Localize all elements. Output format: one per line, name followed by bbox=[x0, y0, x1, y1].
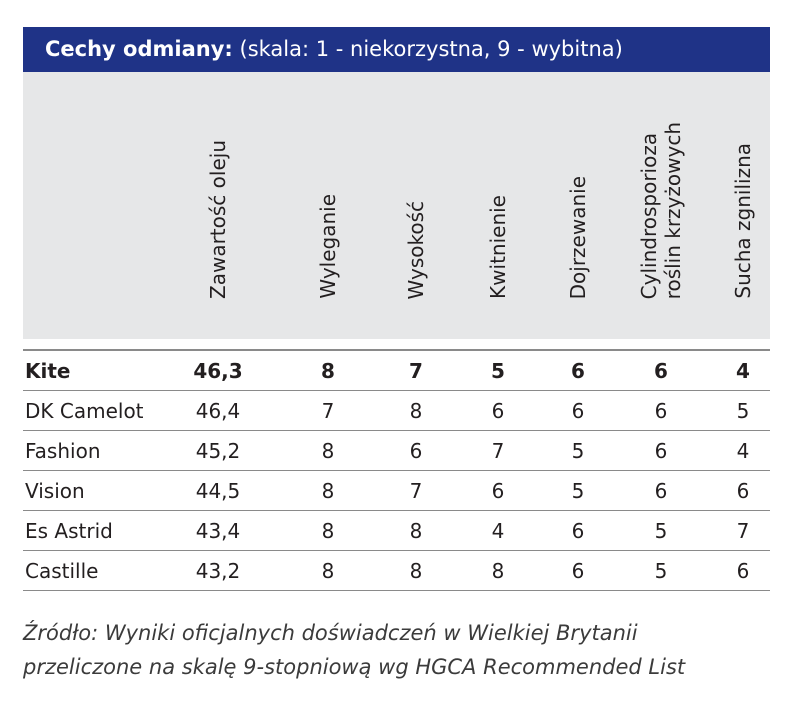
variety-name: DK Camelot bbox=[25, 399, 144, 423]
source-line-1: Źródło: Wyniki oficjalnych doświadczeń w Wielkiej Brytanii bbox=[23, 621, 638, 645]
table-cell: 8 bbox=[321, 479, 335, 503]
table-cell: 8 bbox=[409, 399, 423, 423]
table-cell: 4 bbox=[736, 439, 750, 463]
table-cell: 7 bbox=[736, 519, 750, 543]
table-cell: 6 bbox=[736, 559, 750, 583]
table-cell: 6 bbox=[654, 359, 668, 383]
variety-name: Castille bbox=[25, 559, 99, 583]
table-cell: 5 bbox=[654, 559, 668, 583]
table-cell: 6 bbox=[654, 399, 668, 423]
table-cell: 8 bbox=[321, 559, 335, 583]
table-cell: 6 bbox=[736, 479, 750, 503]
table-cell: 6 bbox=[491, 399, 505, 423]
table-cell: 8 bbox=[491, 559, 505, 583]
table-cell: 43,2 bbox=[195, 559, 241, 583]
column-header-line: Zawartość oleju bbox=[206, 140, 230, 299]
table-title-bold: Cechy odmiany: bbox=[45, 37, 233, 61]
table-cell: 6 bbox=[571, 519, 585, 543]
table-title-scale: (skala: 1 - niekorzystna, 9 - wybitna) bbox=[239, 37, 623, 61]
table-row bbox=[23, 551, 770, 591]
table-row bbox=[23, 351, 770, 391]
column-header bbox=[731, 143, 755, 299]
table-cell: 6 bbox=[571, 359, 585, 383]
table-cell: 5 bbox=[571, 439, 585, 463]
column-header bbox=[404, 201, 428, 299]
variety-name: Es Astrid bbox=[25, 519, 113, 543]
table-title-bar bbox=[23, 27, 770, 72]
table-cell: 5 bbox=[491, 359, 505, 383]
table-cell: 5 bbox=[736, 399, 750, 423]
table-cell: 8 bbox=[321, 359, 335, 383]
table-cell: 8 bbox=[321, 519, 335, 543]
column-header bbox=[637, 122, 685, 299]
table-row bbox=[23, 431, 770, 471]
column-header-line: Wyleganie bbox=[316, 194, 340, 299]
table-cell: 6 bbox=[571, 399, 585, 423]
table-cell: 6 bbox=[654, 479, 668, 503]
table-cell: 6 bbox=[491, 479, 505, 503]
table-cell: 7 bbox=[491, 439, 505, 463]
table-cell: 43,4 bbox=[195, 519, 241, 543]
column-header-line: Cylindrosporioza bbox=[637, 132, 661, 299]
variety-name: Fashion bbox=[25, 439, 101, 463]
column-header bbox=[316, 194, 340, 299]
table-cell: 6 bbox=[654, 439, 668, 463]
table-cell: 8 bbox=[409, 519, 423, 543]
column-header-line: Sucha zgnilizna bbox=[731, 143, 755, 299]
column-header bbox=[206, 140, 230, 299]
source-line-2: przeliczone na skalę 9-stopniową wg HGCA Recommended List bbox=[23, 655, 686, 679]
table-cell: 8 bbox=[321, 439, 335, 463]
column-header-line: Wysokość bbox=[404, 200, 428, 299]
table-cell: 5 bbox=[571, 479, 585, 503]
column-header-area bbox=[23, 72, 770, 339]
table-cell: 7 bbox=[409, 479, 423, 503]
table-cell: 6 bbox=[571, 559, 585, 583]
table-row bbox=[23, 471, 770, 511]
table-cell: 7 bbox=[321, 399, 335, 423]
table-row bbox=[23, 391, 770, 431]
table-cell: 46,4 bbox=[195, 399, 241, 423]
column-header bbox=[486, 195, 510, 299]
column-header bbox=[566, 176, 590, 299]
table-cell: 5 bbox=[654, 519, 668, 543]
variety-name: Kite bbox=[25, 359, 71, 383]
row-divider bbox=[23, 590, 770, 591]
table-cell: 44,5 bbox=[195, 479, 241, 503]
column-header-line: Dojrzewanie bbox=[566, 175, 590, 299]
table-row bbox=[23, 511, 770, 551]
table-cell: 46,3 bbox=[193, 359, 243, 383]
table-cell: 4 bbox=[736, 359, 750, 383]
table-cell: 45,2 bbox=[195, 439, 241, 463]
column-header-line: roślin krzyżowych bbox=[661, 121, 685, 299]
source-note bbox=[23, 616, 783, 684]
table-cell: 6 bbox=[409, 439, 423, 463]
table-cell: 8 bbox=[409, 559, 423, 583]
table-cell: 4 bbox=[491, 519, 505, 543]
variety-name: Vision bbox=[25, 479, 85, 503]
column-header-line: Kwitnienie bbox=[486, 195, 510, 299]
table-cell: 7 bbox=[409, 359, 423, 383]
